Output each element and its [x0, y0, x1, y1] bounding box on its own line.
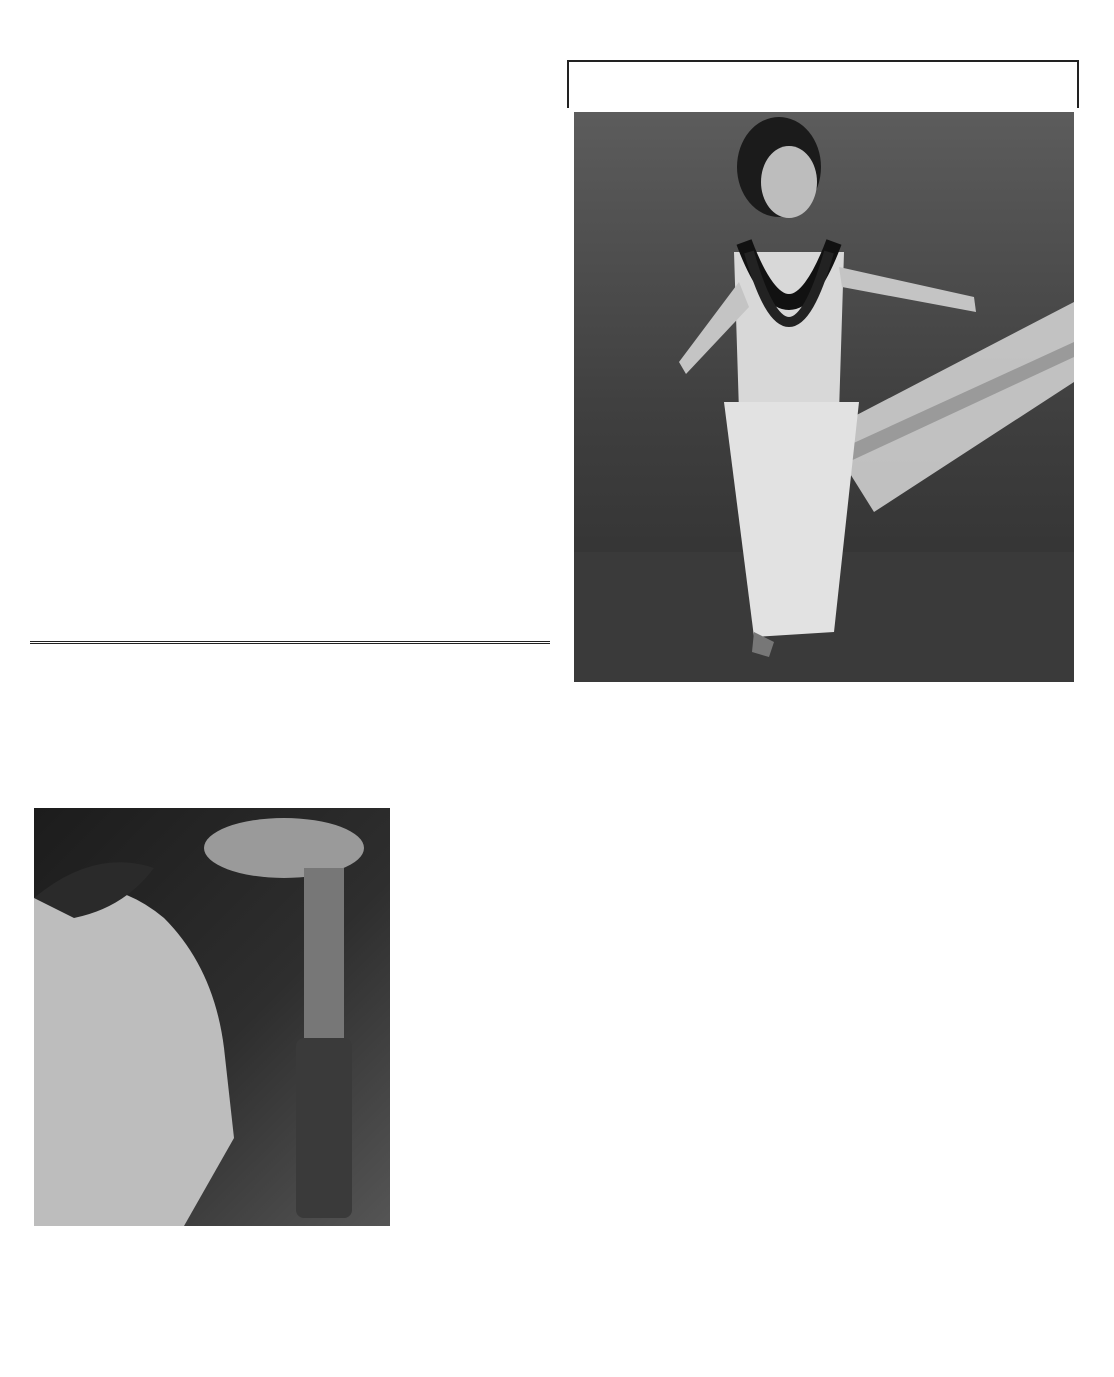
tony-intro	[32, 711, 286, 715]
tony-top-right	[298, 711, 552, 715]
hawaiian-girl-illustration	[574, 112, 1074, 682]
england-column-2	[296, 102, 550, 106]
hawaii-photo	[574, 112, 1074, 682]
tony-microphone-illustration	[34, 808, 390, 1226]
section-divider	[30, 641, 550, 644]
england-column-1	[32, 102, 284, 106]
tony-photo	[34, 808, 390, 1226]
hawaii-frame	[567, 60, 1079, 108]
